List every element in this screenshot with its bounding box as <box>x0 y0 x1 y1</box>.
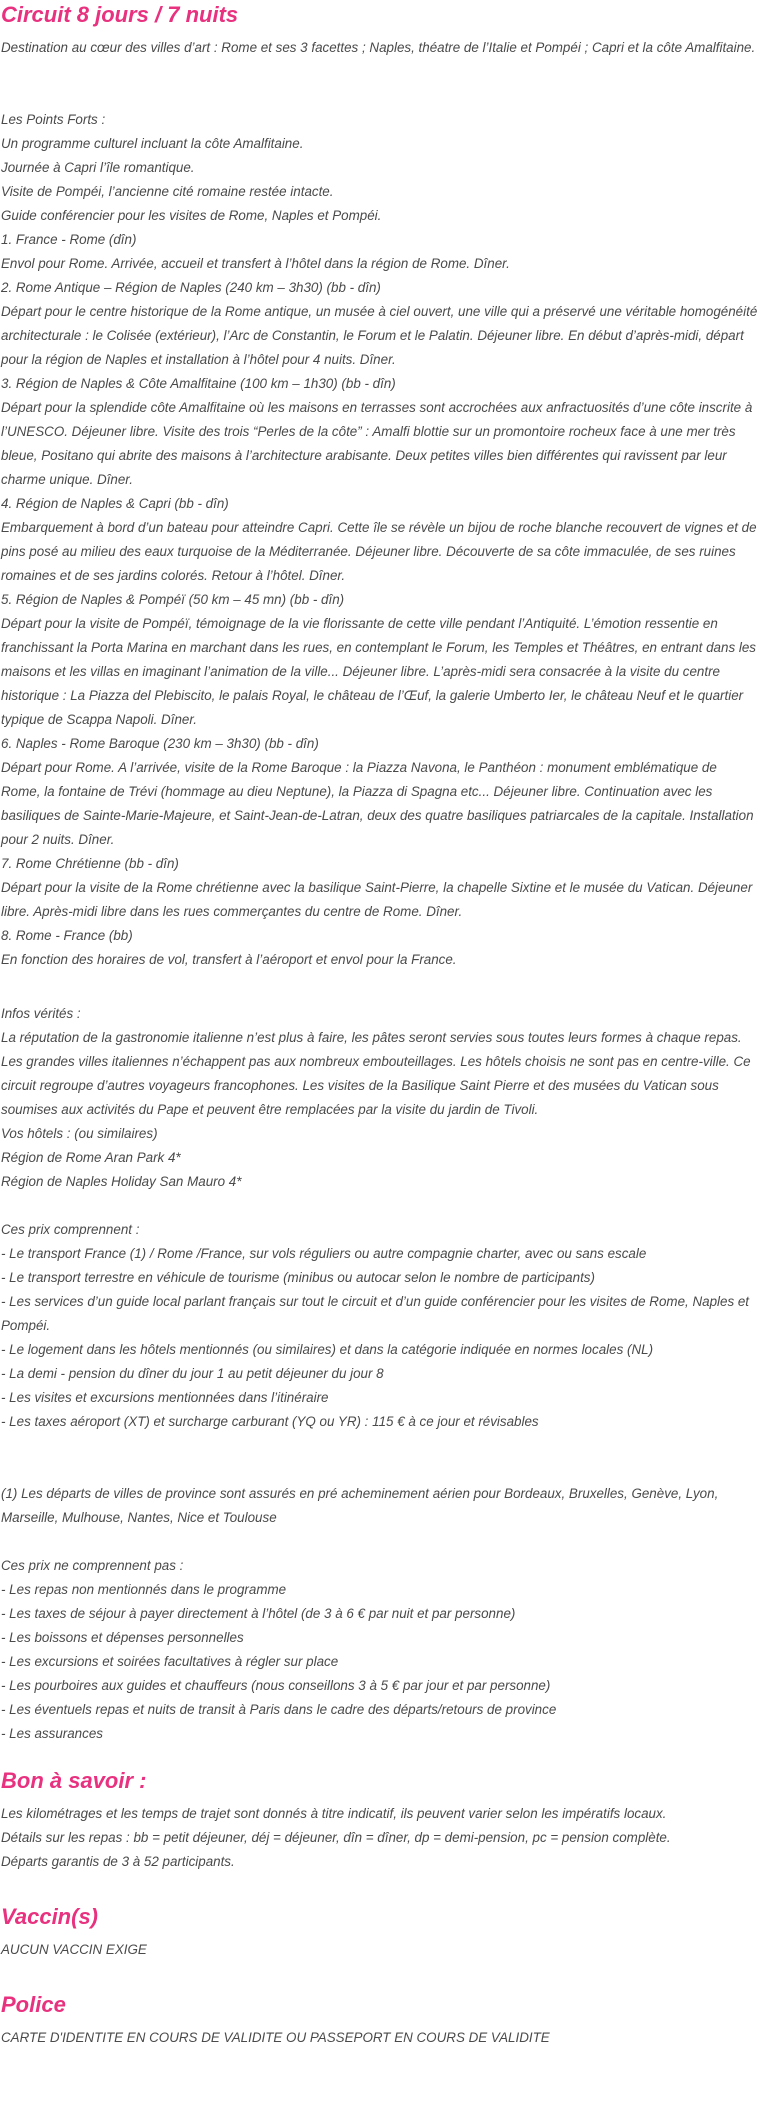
points-forts-item: Visite de Pompéi, l’ancienne cité romaine restée intacte. <box>1 184 334 199</box>
bon-a-savoir-text <box>1 1802 758 1874</box>
prix-ne-comprennent-pas <box>1 1554 758 1746</box>
vaccins-text: AUCUN VACCIN EXIGE <box>1 1942 147 1957</box>
itinerary-day-text: En fonction des horaires de vol, transfert à l’aéroport et envol pour la France. <box>1 952 457 967</box>
ne-comprennent-item: - Les assurances <box>1 1726 103 1741</box>
bon-a-savoir-heading: Bon à savoir : <box>1 1768 147 1793</box>
bon-a-savoir-line: Détails sur les repas : bb = petit déjeuner, déj = déjeuner, dîn = dîner, dp = demi-pension, pc = pension complète. <box>1 1830 671 1845</box>
page-title: Circuit 8 jours / 7 nuits <box>1 2 239 27</box>
ne-comprennent-item: - Les boissons et dépenses personnelles <box>1 1630 244 1645</box>
vaccins-heading: Vaccin(s) <box>1 1904 99 1929</box>
ne-comprennent-item: - Les excursions et soirées facultatives à régler sur place <box>1 1654 339 1669</box>
itinerary-day-text: Départ pour le centre historique de la Rome antique, un musée à ciel ouvert, une ville qui a préservé une véritable homogénéité architecturale : le Colisée (extérieur), l’Arc de Constantin, le Forum et le Palatin. Déjeuner libre. En début d’après-midi, départ pour la région de Naples et installation à l’hôtel pour 4 nuits. Dîner. <box>1 304 758 367</box>
comprennent-item: - Les services d’un guide local parlant français sur tout le circuit et d’un guide conférencier pour les visites de Rome, Naples et Pompéi. <box>1 1294 750 1333</box>
comprennent-heading: Ces prix comprennent : <box>1 1222 140 1237</box>
comprennent-item: - Le transport France (1) / Rome /France, sur vols réguliers ou autre compagnie charter, avec ou sans escale <box>1 1246 647 1261</box>
itinerary-day-text: Départ pour la splendide côte Amalfitaine où les maisons en terrasses sont accrochées aux anfractuosités d’une côte inscrite à l’UNESCO. Déjeuner libre. Visite des trois “Perles de la côte” : Amalfi blottie sur un promontoire rocheux face à une mer très bleue, Positano qui abrite des maisons à l’architecture arabisante. Deux petites villes bien différentes qui ravissent par leur charme unique. Dîner. <box>1 400 753 487</box>
infos-text: La réputation de la gastronomie italienne n’est plus à faire, les pâtes seront servies sous toutes leurs formes à chaque repas. Les grandes villes italiennes n’échappent pas aux nombreux embouteillages. Les hôtels choisis ne sont pas en centre-ville. Ce circuit regroupe d’autres voyageurs francophones. Les visites de la Basilique Saint Pierre et des musées du Vatican sous soumises aux activités du Pape et peuvent être remplacées par la visite du jardin de Tivoli. <box>1 1030 751 1117</box>
itinerary-day-title: 3. Région de Naples & Côte Amalfitaine (100 km – 1h30) (bb - dîn) <box>1 376 396 391</box>
itinerary-day-title: 1. France - Rome (dîn) <box>1 232 137 247</box>
points-forts-item: Guide conférencier pour les visites de Rome, Naples et Pompéi. <box>1 208 382 223</box>
points-forts-item: Un programme culturel incluant la côte Amalfitaine. <box>1 136 304 151</box>
comprennent-item: - Le logement dans les hôtels mentionnés (ou similaires) et dans la catégorie indiquée en normes locales (NL) <box>1 1342 654 1357</box>
bon-a-savoir-line: Départs garantis de 3 à 52 participants. <box>1 1854 235 1869</box>
itinerary-day-text: Départ pour la visite de Pompéï, témoignage de la vie florissante de cette ville pendant l’Antiquité. L’émotion ressentie en franchissant la Porta Marina en marchant dans les rues, en contemplant le Forum, les Temples et Théâtres, en entrant dans les maisons et les villas en imaginant l’animation de la ville... Déjeuner libre. L’après-midi sera consacrée à la visite du centre historique : La Piazza del Plebiscito, le palais Royal, le château de l’Œuf, la galerie Umberto Ier, le château Neuf et le quartier typique de Scappa Napoli. Dîner. <box>1 616 756 727</box>
points-forts-item: Journée à Capri l’île romantique. <box>1 160 195 175</box>
itinerary-day-title: 2. Rome Antique – Région de Naples (240 km – 3h30) (bb - dîn) <box>1 280 381 295</box>
itinerary-day-text: Départ pour la visite de la Rome chrétienne avec la basilique Saint-Pierre, la chapelle Sixtine et le musée du Vatican. Déjeuner libre. Après-midi libre dans les rues commerçantes du centre de Rome. Dîner. <box>1 880 753 919</box>
itinerary-day-title: 7. Rome Chrétienne (bb - dîn) <box>1 856 179 871</box>
infos-heading: Infos vérités : <box>1 1006 81 1021</box>
hotel-item: Région de Naples Holiday San Mauro 4* <box>1 1174 242 1189</box>
infos-verites <box>1 1002 758 1194</box>
ne-comprennent-item: - Les taxes de séjour à payer directement à l’hôtel (de 3 à 6 € par nuit et par personne) <box>1 1606 516 1621</box>
comprennent-item: - La demi - pension du dîner du jour 1 au petit déjeuner du jour 8 <box>1 1366 384 1381</box>
points-forts <box>1 108 758 972</box>
intro-text: Destination au cœur des villes d’art : Rome et ses 3 facettes ; Naples, théatre de l’Italie et Pompéi ; Capri et la côte Amalfitaine. <box>1 40 756 55</box>
footnote: (1) Les départs de villes de province sont assurés en pré acheminement aérien pour Bordeaux, Bruxelles, Genève, Lyon, Marseille, Mulhouse, Nantes, Nice et Toulouse <box>1 1486 719 1525</box>
itinerary-day-title: 4. Région de Naples & Capri (bb - dîn) <box>1 496 229 511</box>
ne-comprennent-item: - Les pourboires aux guides et chauffeurs (nous conseillons 3 à 5 € par jour et par personne) <box>1 1678 551 1693</box>
itinerary-day-text: Départ pour Rome. A l’arrivée, visite de la Rome Baroque : la Piazza Navona, le Panthéon : monument emblématique de Rome, la fontaine de Trévi (hommage au dieu Neptune), la Piazza di Spagna etc... Déjeuner libre. Continuation avec les basiliques de Sainte-Marie-Majeure, et Saint-Jean-de-Latran, deux des quatre basiliques patriarcales de la capitale. Installation pour 2 nuits. Dîner. <box>1 760 754 847</box>
itinerary-day-title: 8. Rome - France (bb) <box>1 928 133 943</box>
points-forts-heading: Les Points Forts : <box>1 112 106 127</box>
comprennent-item: - Les taxes aéroport (XT) et surcharge carburant (YQ ou YR) : 115 € à ce jour et révisables <box>1 1414 539 1429</box>
comprennent-item: - Les visites et excursions mentionnées dans l’itinéraire <box>1 1390 329 1405</box>
itinerary-day-text: Envol pour Rome. Arrivée, accueil et transfert à l’hôtel dans la région de Rome. Dîner. <box>1 256 510 271</box>
police-text: CARTE D'IDENTITE EN COURS DE VALIDITE OU PASSEPORT EN COURS DE VALIDITE <box>1 2030 550 2045</box>
comprennent-item: - Le transport terrestre en véhicule de tourisme (minibus ou autocar selon le nombre de participants) <box>1 1270 595 1285</box>
hotels-heading: Vos hôtels : (ou similaires) <box>1 1126 158 1141</box>
police-heading: Police <box>1 1992 66 2017</box>
prix-comprennent <box>1 1218 758 1434</box>
itinerary-day-text: Embarquement à bord d’un bateau pour atteindre Capri. Cette île se révèle un bijou de roche blanche recouvert de vignes et de pins posé au milieu des eaux turquoise de la Méditerranée. Déjeuner libre. Découverte de sa côte immaculée, de ses ruines romaines et de ses jardins colorés. Retour à l’hôtel. Dîner. <box>1 520 757 583</box>
hotel-item: Région de Rome Aran Park 4* <box>1 1150 181 1165</box>
bon-a-savoir-line: Les kilométrages et les temps de trajet sont donnés à titre indicatif, ils peuvent varier selon les impératifs locaux. <box>1 1806 667 1821</box>
itinerary-day-title: 6. Naples - Rome Baroque (230 km – 3h30) (bb - dîn) <box>1 736 319 751</box>
ne-comprennent-item: - Les repas non mentionnés dans le programme <box>1 1582 287 1597</box>
ne-comprennent-item: - Les éventuels repas et nuits de transit à Paris dans le cadre des départs/retours de province <box>1 1702 557 1717</box>
itinerary-day-title: 5. Région de Naples & Pompéï (50 km – 45 mn) (bb - dîn) <box>1 592 345 607</box>
ne-comprennent-heading: Ces prix ne comprennent pas : <box>1 1558 184 1573</box>
